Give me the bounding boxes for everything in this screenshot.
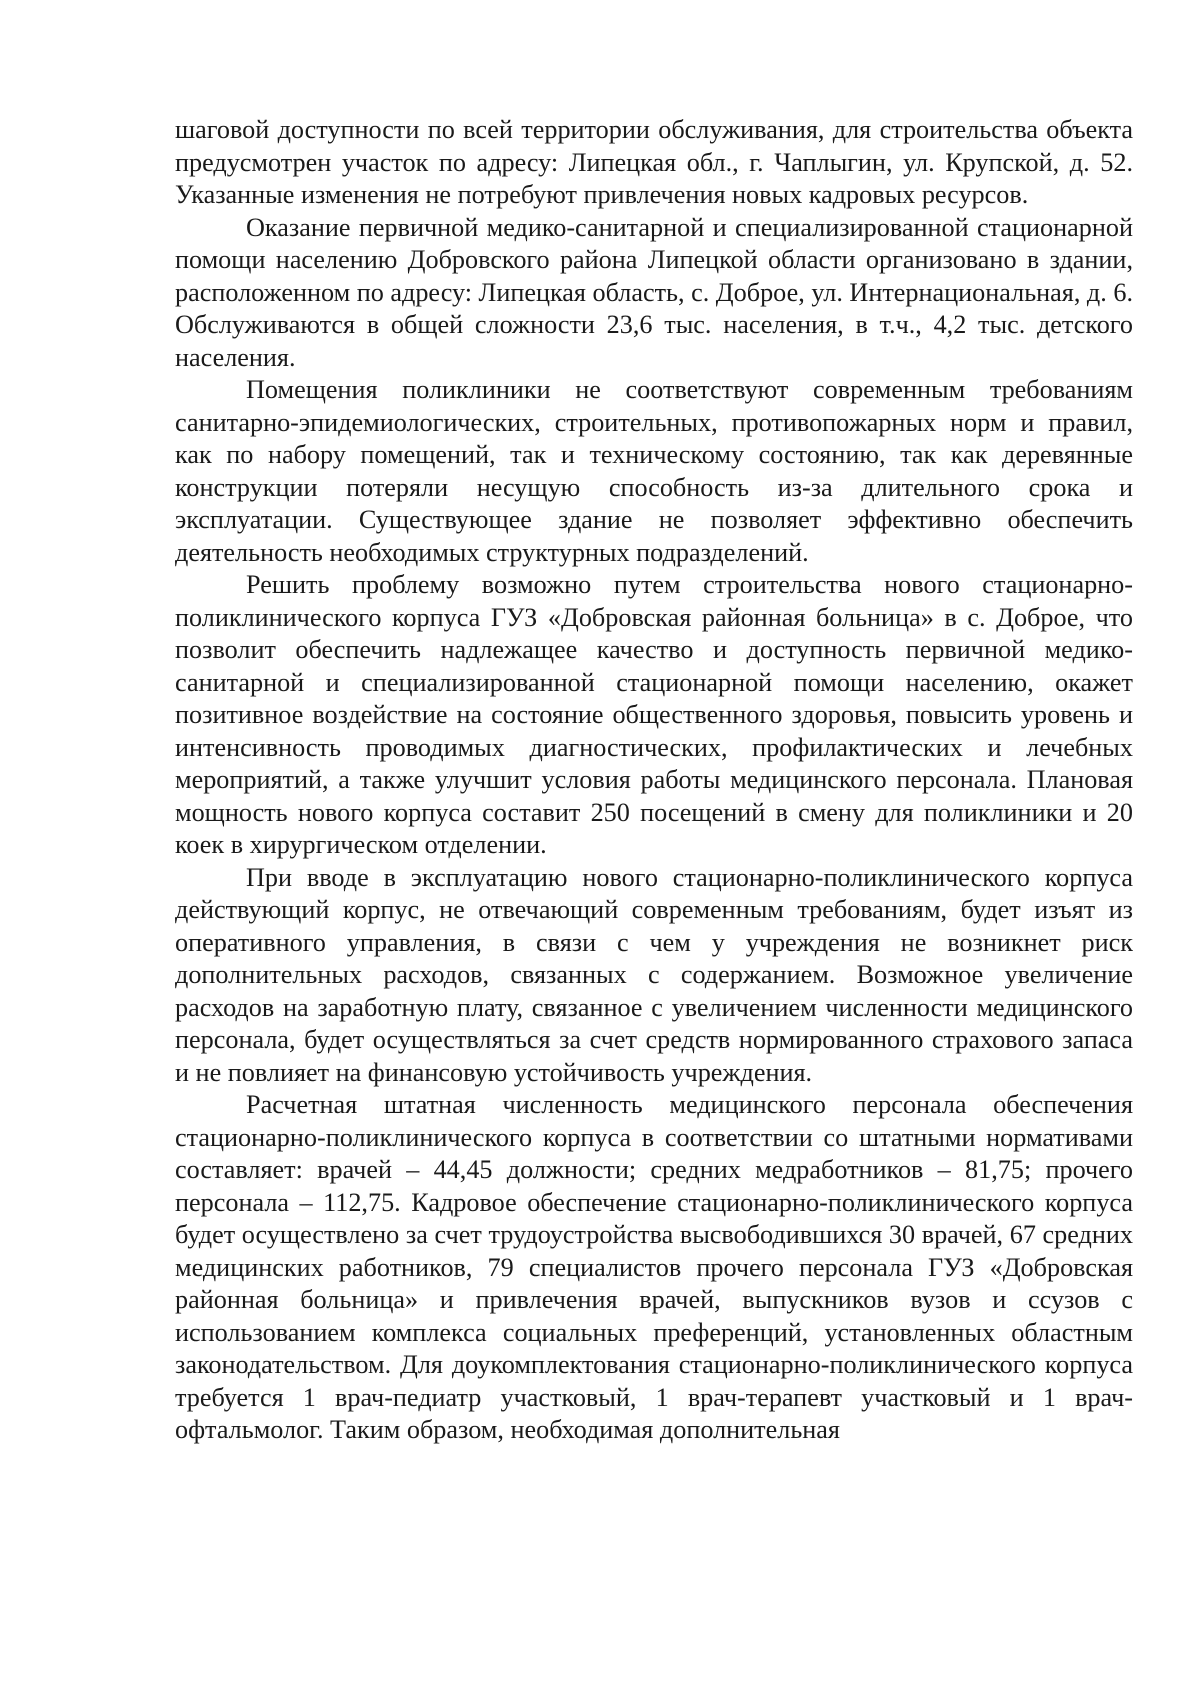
paragraph-new-building-solution: Решить проблему возможно путем строительства нового стационарно-поликлинического корпуса ГУЗ «Добровская районная больница» в с. Доброе, что позволит обеспечить надлежащее качество и доступность первичной медико-санитарной и специализированной стационарной помощи населению, окажет позитивное воздействие на состояние общественного здоровья, повысить уровень и интенсивность проводимых диагностических, профилактических и лечебных мероприятий, а также улучшит условия работы медицинского персонала. Плановая мощность нового корпуса составит 250 посещений в смену для поликлиники и 20 коек в хирургическом отделении. [175,570,1133,859]
paragraph-commissioning-effects: При вводе в эксплуатацию нового стационарно-поликлинического корпуса действующий корпус, не отвечающий современным требованиям, будет изъят из оперативного управления, в связи с чем у учреждения не возникнет риск дополнительных расходов, связанных с содержанием. Возможное увеличение расходов на заработную плату, связанное с увеличением численности медицинского персонала, будет осуществляться за счет средств нормированного страхового запаса и не повлияет на финансовую устойчивость учреждения. [175,862,1133,1087]
paragraph-dobroe-current-care: Оказание первичной медико-санитарной и специализированной стационарной помощи населению Добровского района Липецкой области организовано в здании, расположенном по адресу: Липецкая область, с. Доброе, ул. Интернациональная, д. 6. Обслуживаются в общей сложности 23,6 тыс. населения, в т.ч., 4,2 тыс. детского населения. [175,212,1133,372]
document-page [175,114,1133,1447]
paragraph-building-condition: Помещения поликлиники не соответствуют современным требованиям санитарно-эпидемиологических, строительных, противопожарных норм и правил, как по набору помещений, так и техническому состоянию, так как деревянные конструкции потеряли несущую способность из-за длительного срока и эксплуатации. Существующее здание не позволяет эффективно обеспечить деятельность необходимых структурных подразделений. [175,375,1133,567]
paragraph-chaplygin-site: шаговой доступности по всей территории обслуживания, для строительства объекта предусмотрен участок по адресу: Липецкая обл., г. Чаплыгин, ул. Крупской, д. 52. Указанные изменения не потребуют привлечения новых кадровых ресурсов. [175,115,1133,209]
paragraph-staffing: Расчетная штатная численность медицинского персонала обеспечения стационарно-поликлинического корпуса в соответствии со штатными нормативами составляет: врачей – 44,45 должности; средних медработников – 81,75; прочего персонала – 112,75. Кадровое обеспечение стационарно-поликлинического корпуса будет осуществлено за счет трудоустройства высвободившихся 30 врачей, 67 средних медицинских работников, 79 специалистов прочего персонала ГУЗ «Добровская районная больница» и привлечения врачей, выпускников вузов и ссузов с использованием комплекса социальных преференций, установленных областным законодательством. Для доукомплектования стационарно-поликлинического корпуса требуется 1 врач-педиатр участковый, 1 врач-терапевт участковый и 1 врач-офтальмолог. Таким образом, необходимая дополнительная [175,1090,1133,1444]
